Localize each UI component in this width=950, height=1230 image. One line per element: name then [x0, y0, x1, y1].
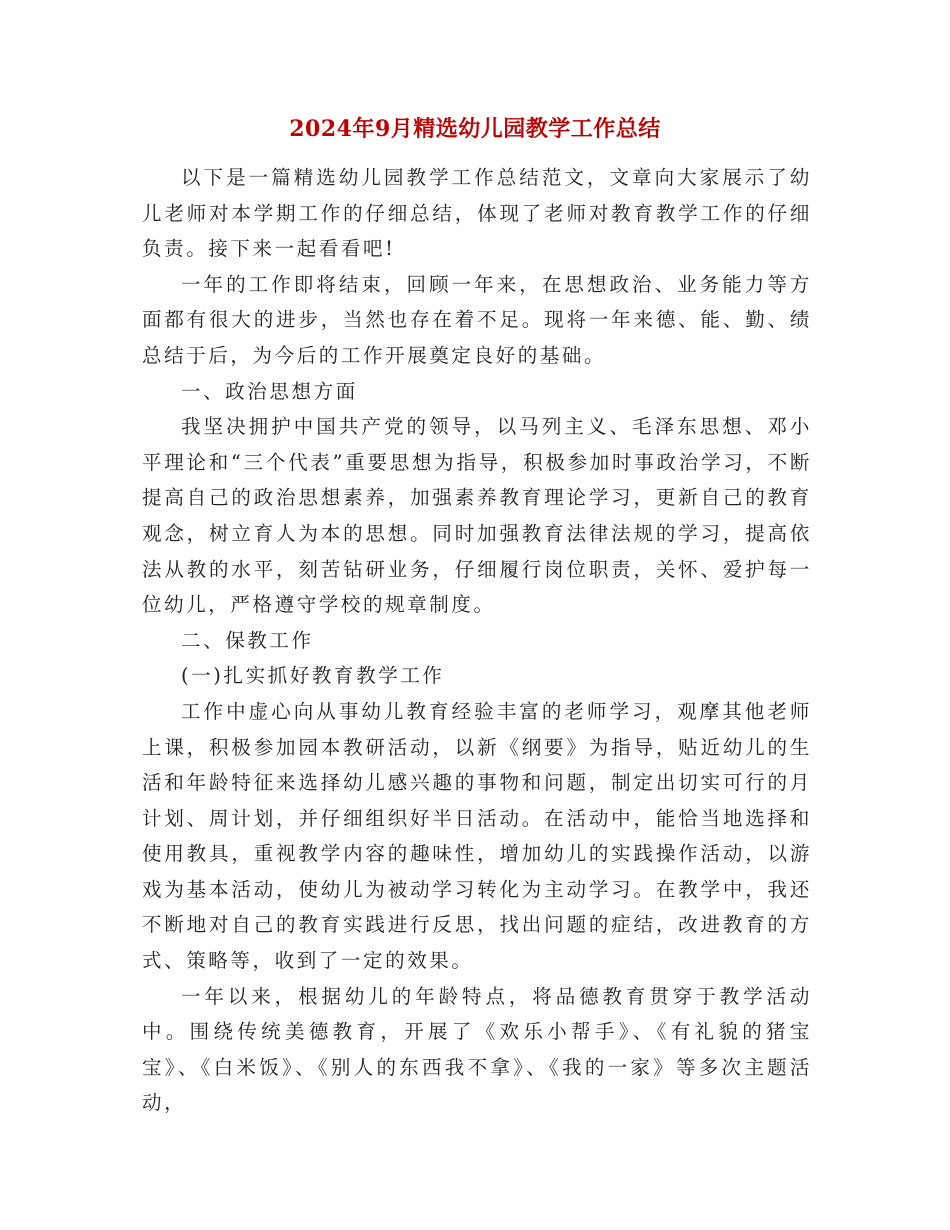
document-body — [142, 160, 812, 1121]
intro-paragraph: 以下是一篇精选幼儿园教学工作总结范文，文章向大家展示了幼儿老师对本学期工作的仔细总结，体现了老师对教育教学工作的仔细负责。接下来一起看看吧! — [142, 166, 812, 261]
moral-education-paragraph: 一年以来，根据幼儿的年龄特点，将品德教育贯穿于教学活动中。围绕传统美德教育，开展了《欢乐小帮手》、《有礼貌的猪宝宝》、《白米饭》、《别人的东西我不拿》、《我的一家》等多次主题活动， — [142, 984, 812, 1115]
subsection-heading-teaching: (一)扎实抓好教育教学工作 — [181, 664, 445, 688]
section-heading-care-education: 二、保教工作 — [181, 628, 314, 652]
overview-paragraph: 一年的工作即将结束，回顾一年来，在思想政治、业务能力等方面都有很大的进步，当然也存在着不足。现将一年来德、能、勤、绩总结于后，为今后的工作开展奠定良好的基础。 — [142, 272, 812, 367]
document-title: 2024年9月精选幼儿园教学工作总结 — [289, 116, 661, 142]
political-paragraph: 我坚决拥护中国共产党的领导，以马列主义、毛泽东思想、邓小平理论和“三个代表”重要思想为指导，积极参加时事政治学习，不断提高自己的政治思想素养，加强素养教育理论学习，更新自己的教育观念，树立育人为本的思想。同时加强教育法律法规的学习，提高依法从教的水平，刻苦钻研业务，仔细履行岗位职责，关怀、爱护每一位幼儿，严格遵守学校的规章制度。 — [142, 415, 812, 617]
section-heading-political: 一、政治思想方面 — [181, 379, 358, 403]
teaching-paragraph: 工作中虚心向从事幼儿教育经验丰富的老师学习，观摩其他老师上课，积极参加园本教研活动，以新《纲要》为指导，贴近幼儿的生活和年龄特征来选择幼儿感兴趣的事物和问题，制定出切实可行的月计划、周计划，并仔细组织好半日活动。在活动中，能恰当地选择和使用教具，重视教学内容的趣味性，增加幼儿的实践操作活动，以游戏为基本活动，使幼儿为被动学习转化为主动学习。在教学中，我还不断地对自己的教育实践进行反思，找出问题的症结，改进教育的方式、策略等，收到了一定的效果。 — [142, 699, 812, 973]
